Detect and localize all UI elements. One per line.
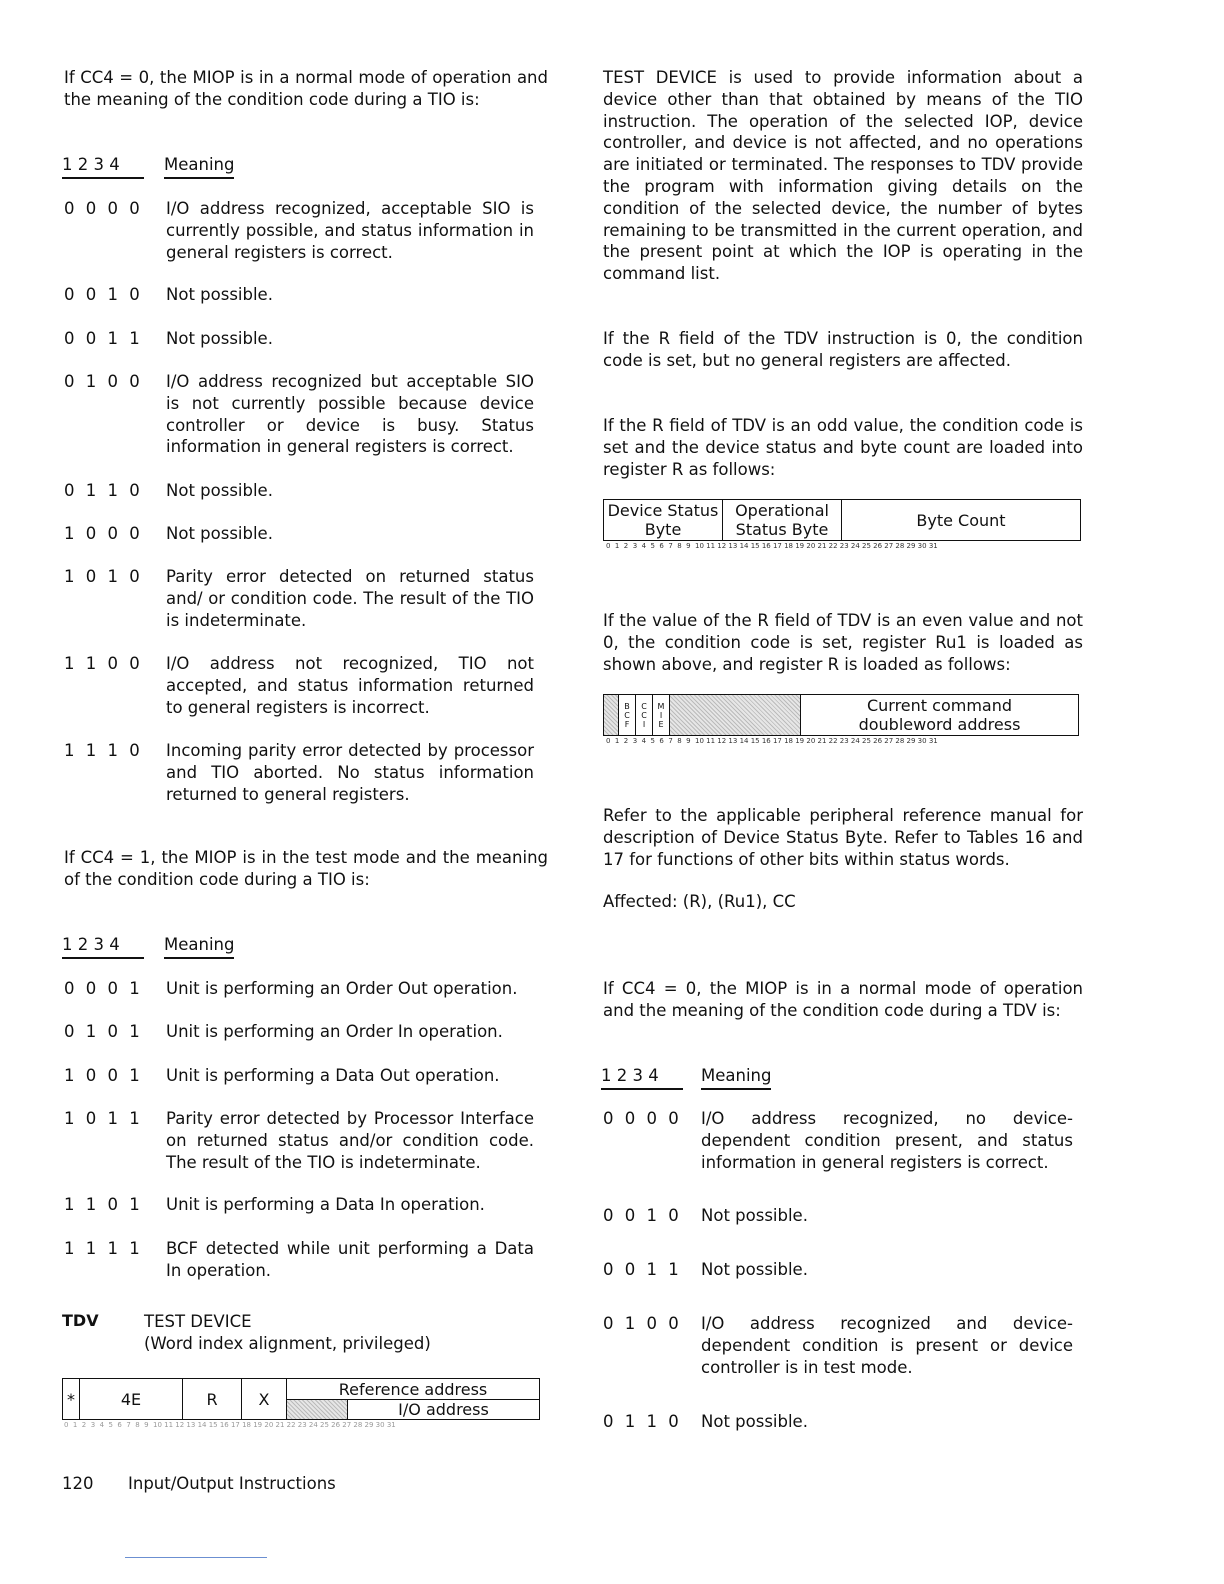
table-row: 0 1 1 0 Not possible. [64,481,273,500]
bits-header: 1 2 3 4 [62,934,144,959]
unused-bits [287,1400,348,1419]
reference-address: Reference address [287,1379,539,1400]
table-row: 1 1 1 1 BCF detected while unit performing a Data In operation. [64,1239,534,1280]
table-row: 0 0 0 1 Unit is performing an Order Out operation. [64,979,518,998]
tdv-alignment: (Word index alignment, privileged) [144,1333,431,1353]
tio-normal-intro: If CC4 = 0, the MIOP is in a normal mode of operation and the meaning of the condition code during a TIO is: [64,68,548,109]
table-row: 1 1 0 1 Unit is performing a Data In operation. [64,1195,485,1214]
tdv-r-even: If the value of the R field of TDV is an even value and not 0, the condition code is set, register Ru1 is loaded as shown above, and register R is loaded as follows: [603,611,1083,674]
bit-scale: 0 1 2 3 4 5 6 7 8 9 10 11 12 13 14 15 16 17 18 19 20 21 22 23 24 25 26 27 28 29 30 31 [606,737,938,745]
tdv-normal-intro: If CC4 = 0, the MIOP is in a normal mode of operation and the meaning of the condition code during a TDV is: [603,979,1083,1020]
unused-bits [604,695,619,735]
tdv-instruction-format [62,1378,540,1420]
bottom-rule [125,1557,267,1558]
unused-bits [670,695,801,735]
table-row: 0 1 0 0 I/O address recognized and device-dependent condition is present or device controller is in test mode. [603,1314,1073,1377]
bits-header: 1 2 3 4 [601,1065,683,1090]
table-row: 0 1 0 1 Unit is performing an Order In operation. [64,1022,503,1041]
io-address-row [287,1400,539,1419]
io-address: I/O address [398,1400,489,1419]
page-footer [62,1474,336,1493]
tdv-r-odd: If the R field of TDV is an odd value, the condition code is set and the device status and byte count are loaded into register R as follows: [603,416,1083,479]
byte-count: Byte Count [916,510,1006,530]
register-r-even-format [603,694,1079,736]
bits-header: 1 2 3 4 [62,154,144,179]
meaning-header: Meaning [164,154,234,179]
table-row: 0 0 1 1 Not possible. [64,329,273,348]
bit-scale: 0 1 2 3 4 5 6 7 8 9 10 11 12 13 14 15 16 17 18 19 20 21 22 23 24 25 26 27 28 29 30 31 [606,542,938,550]
indirect-bit: * [63,1379,80,1419]
tdv-name: TEST DEVICE [144,1312,252,1331]
page-number: 120 [62,1474,94,1493]
operational-status-byte: Operational Status Byte [723,500,842,540]
table-row: 0 0 0 0 I/O address recognized, acceptable SIO is currently possible, and status information in general registers is correct. [64,199,534,262]
address-field [287,1379,539,1419]
device-status-byte: Device Status Byte [604,500,723,540]
table-row: 1 0 1 1 Parity error detected by Processor Interface on returned status and/or condition code. The result of the TIO is indeterminate. [64,1109,534,1172]
table-row: 1 1 1 0 Incoming parity error detected by processor and TIO aborted. No status information returned to general registers. [64,741,534,804]
table-row: 0 0 1 0 Not possible. [603,1206,808,1225]
tdv-title [144,1311,544,1355]
table-header [62,154,234,179]
tio-test-intro: If CC4 = 1, the MIOP is in the test mode and the meaning of the condition code during a TIO is: [64,848,548,889]
bit-scale: 0 1 2 3 4 5 6 7 8 9 10 11 12 13 14 15 16 17 18 19 20 21 22 23 24 25 26 27 28 29 30 31 [64,1421,396,1429]
cci-bit: C C I [636,695,653,735]
section-title: Input/Output Instructions [128,1474,336,1493]
x-field: X [242,1379,287,1419]
tdv-mnemonic: TDV [62,1311,99,1330]
meaning-header: Meaning [701,1065,771,1090]
tdv-description: TEST DEVICE is used to provide information about a device other than that obtained by means of the TIO instruction. The operation of the selected IOP, device controller, and device is not affected, and no operations are initiated or terminated. The responses to TDV provide the program with information giving details on the condition of the selected device, the number of bytes remaining to be transmitted in the current operation, and the present point at which the IOP is operating in the command list. [603,68,1083,284]
opcode-field: 4E [80,1379,183,1419]
affected-line: Affected: (R), (Ru1), CC [603,892,796,911]
table-row: 0 1 1 0 Not possible. [603,1412,808,1431]
table-row: 0 0 1 0 Not possible. [64,285,273,304]
bcf-bit: B C F [619,695,636,735]
table-row: 1 0 1 0 Parity error detected on returned status and/ or condition code. The result of the TIO is indeterminate. [64,567,534,630]
table-row: 1 0 0 1 Unit is performing a Data Out operation. [64,1066,500,1085]
register-r-odd-format [603,499,1081,541]
table-header [601,1065,771,1090]
table-row: 1 0 0 0 Not possible. [64,524,273,543]
table-row: 0 0 0 0 I/O address recognized, no device-dependent condition present, and status information in general registers is correct. [603,1109,1073,1172]
current-command-address: Current command doubleword address [858,696,1021,734]
table-row: 0 0 1 1 Not possible. [603,1260,808,1279]
r-field: R [183,1379,242,1419]
tdv-r-zero: If the R field of the TDV instruction is 0, the condition code is set, but no general registers are affected. [603,329,1083,370]
table-row: 1 1 0 0 I/O address not recognized, TIO not accepted, and status information returned to general registers is incorrect. [64,654,534,717]
refer-paragraph: Refer to the applicable peripheral reference manual for description of Device Status Byte. Refer to Tables 16 and 17 for functions of other bits within status words. [603,806,1083,869]
mie-bit: M I E [653,695,670,735]
table-header [62,934,234,959]
table-row: 0 1 0 0 I/O address recognized but acceptable SIO is not currently possible because device controller or device is busy. Status information in general registers is correct. [64,372,534,457]
meaning-header: Meaning [164,934,234,959]
